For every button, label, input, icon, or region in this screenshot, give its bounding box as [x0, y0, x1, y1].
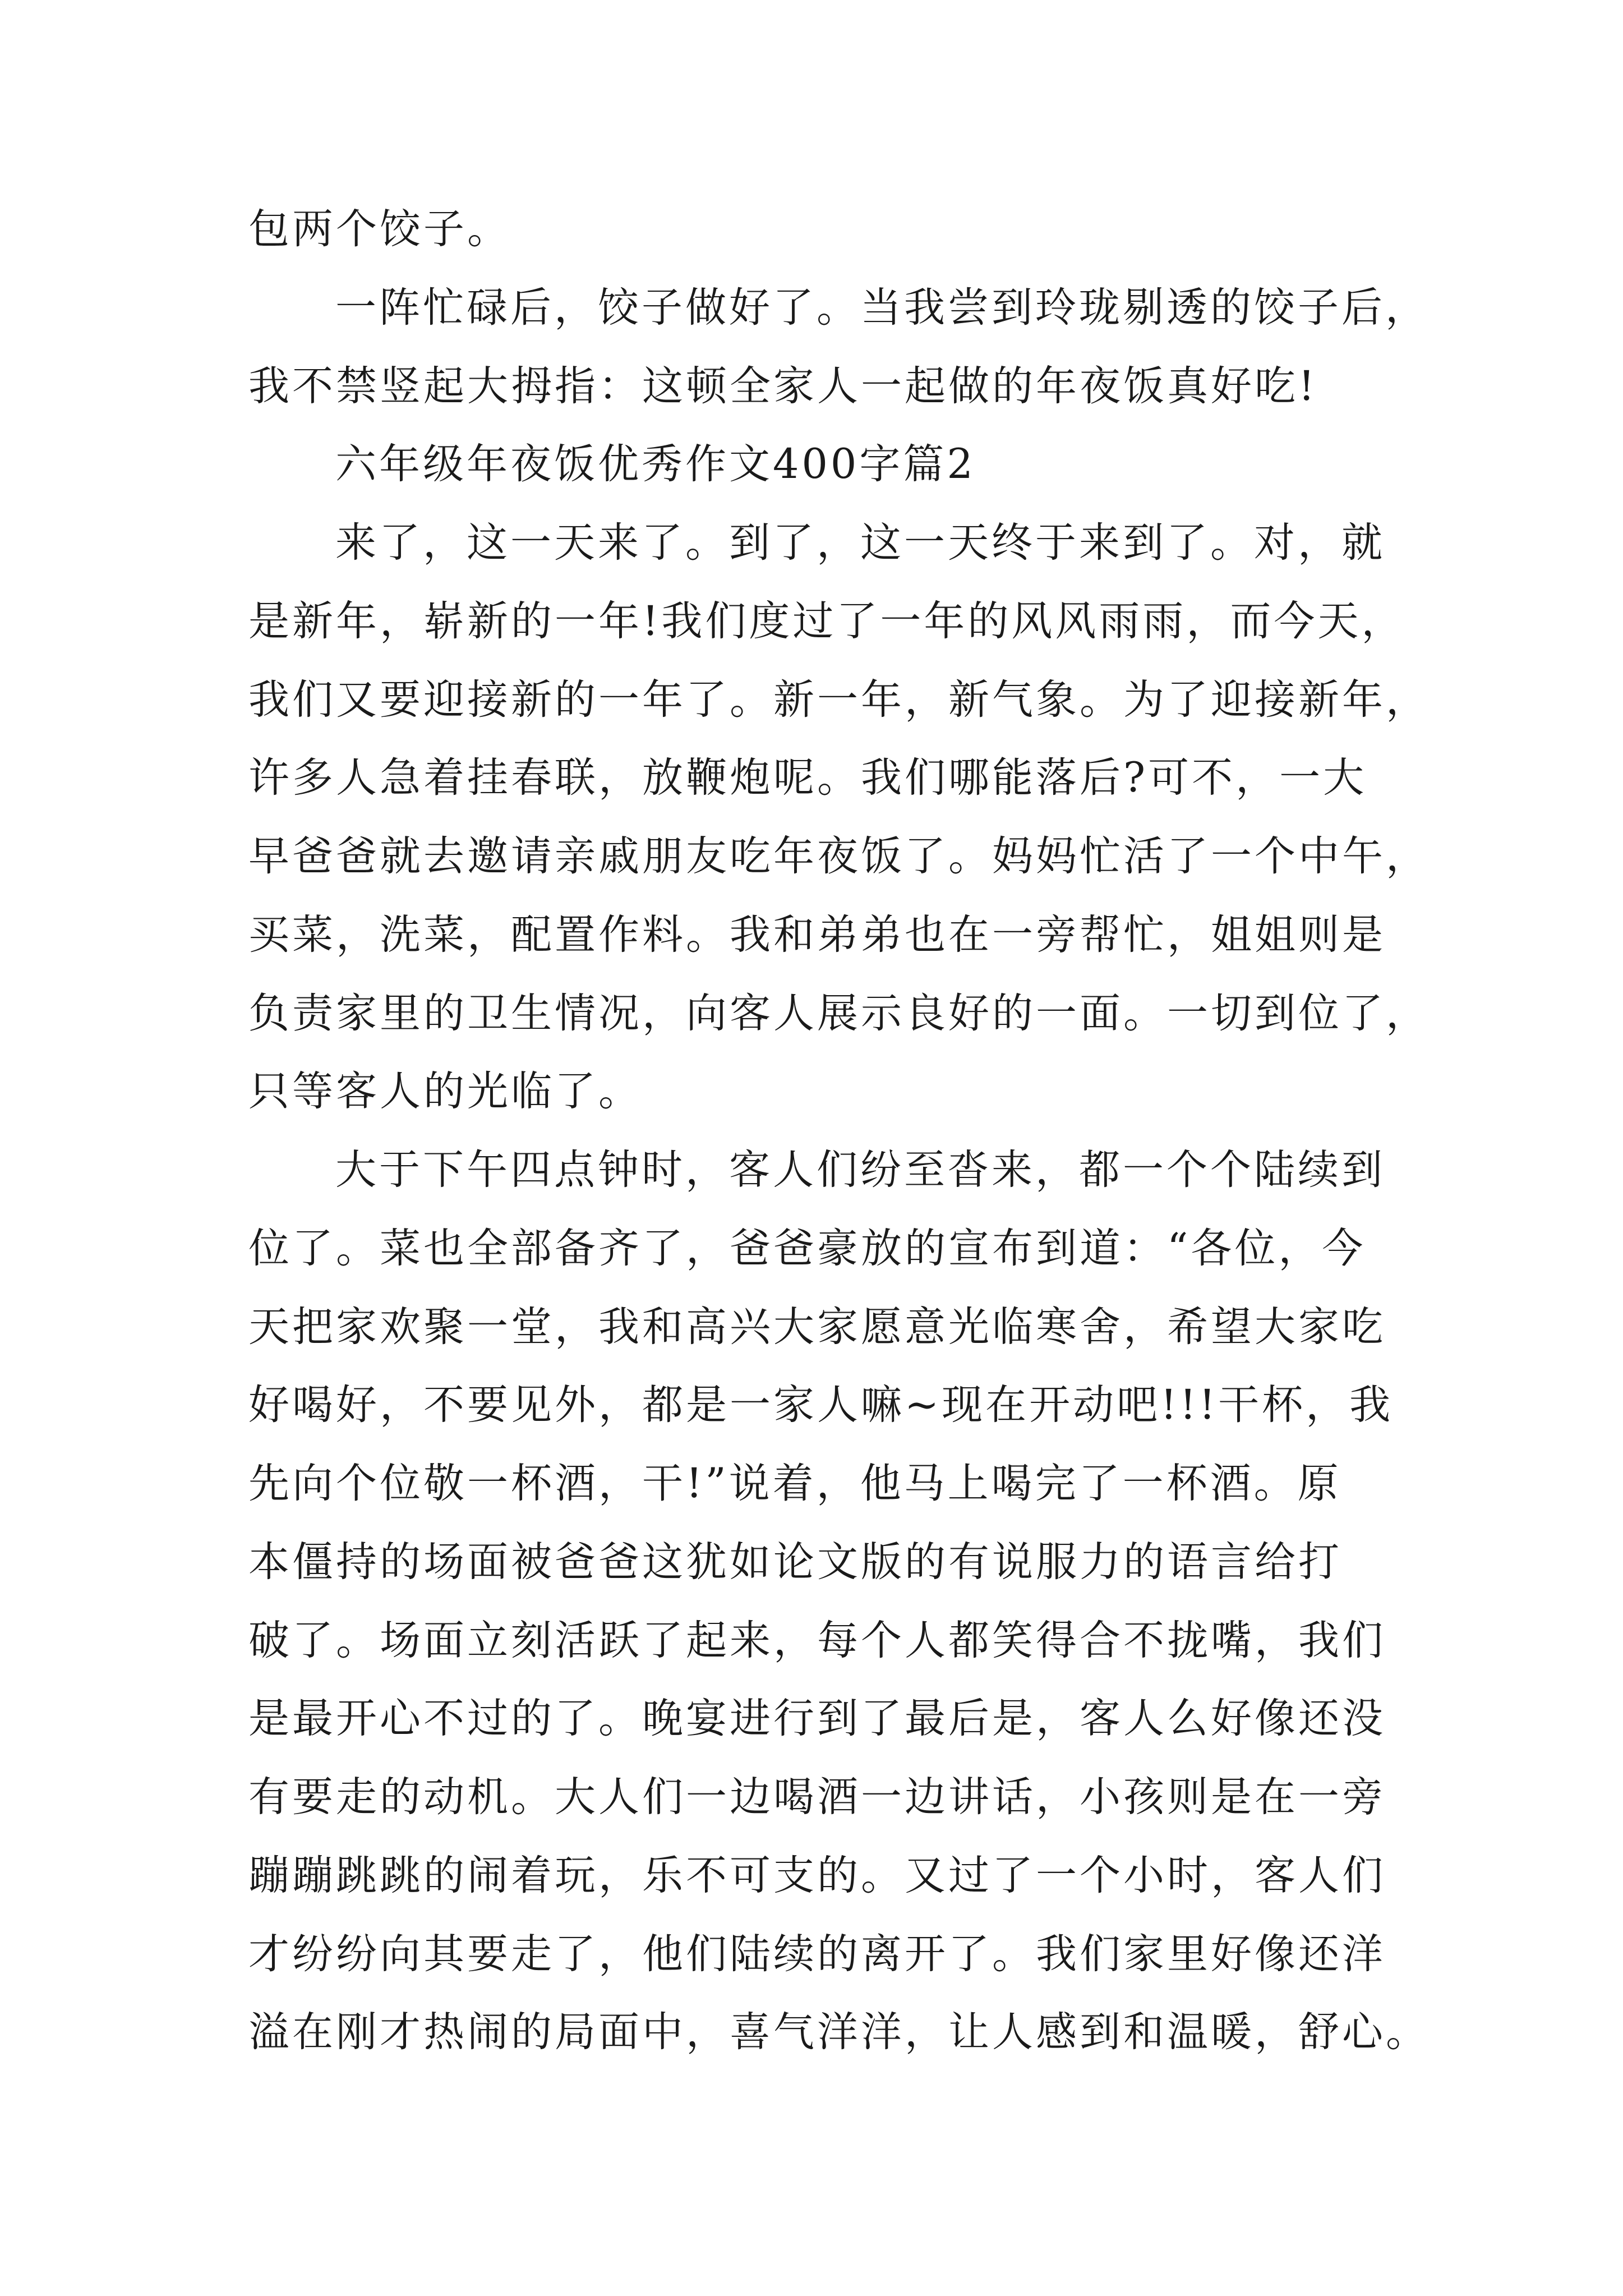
text-line: 天把家欢聚一堂，我和高兴大家愿意光临寒舍，希望大家吃	[248, 1303, 1386, 1351]
text-line: 才纷纷向其要走了，他们陆续的离开了。我们家里好像还洋	[248, 1930, 1386, 1978]
text-line: 只等客人的光临了。	[248, 1068, 642, 1115]
text-line: 买菜，洗菜，配置作料。我和弟弟也在一旁帮忙，姐姐则是	[248, 911, 1386, 959]
text-line: 好喝好，不要见外，都是一家人嘛~现在开动吧!!!干杯，我	[248, 1381, 1394, 1429]
text-line: 早爸爸就去邀请亲戚朋友吃年夜饭了。妈妈忙活了一个中午，	[248, 832, 1430, 880]
text-line: 先向个位敬一杯酒，干!”说着，他马上喝完了一杯酒。原	[248, 1460, 1341, 1507]
text-line: 位了。菜也全部备齐了，爸爸豪放的宣布到道：“各位，今	[248, 1225, 1366, 1272]
text-line: 许多人急着挂春联，放鞭炮呢。我们哪能落后?可不，一大	[248, 754, 1367, 802]
text-line: 来了，这一天来了。到了，这一天终于来到了。对，就	[335, 519, 1385, 567]
text-line: 我不禁竖起大拇指：这顿全家人一起做的年夜饭真好吃!	[248, 362, 1318, 410]
text-line: 一阵忙碌后，饺子做好了。当我尝到玲珑剔透的饺子后，	[335, 284, 1429, 332]
text-line: 包两个饺子。	[248, 205, 511, 253]
text-line: 是最开心不过的了。晚宴进行到了最后是，客人么好像还没	[248, 1695, 1386, 1742]
text-line: 是新年，崭新的一年!我们度过了一年的风风雨雨，而今天，	[248, 597, 1405, 645]
text-line: 本僵持的场面被爸爸这犹如论文版的有说服力的语言给打	[248, 1538, 1342, 1586]
text-line: 溢在刚才热闹的局面中，喜气洋洋，让人感到和温暖，舒心。	[248, 2008, 1430, 2056]
text-line: 负责家里的卫生情况，向客人展示良好的一面。一切到位了，	[248, 990, 1430, 1037]
text-line: 有要走的动机。大人们一边喝酒一边讲话，小孩则是在一旁	[248, 1773, 1386, 1821]
text-line: 我们又要迎接新的一年了。新一年，新气象。为了迎接新年，	[248, 676, 1430, 724]
text-line: 大于下午四点钟时，客人们纷至沓来，都一个个陆续到	[335, 1146, 1385, 1194]
section-heading: 六年级年夜饭优秀作文400字篇2	[335, 440, 976, 488]
text-line: 蹦蹦跳跳的闹着玩，乐不可支的。又过了一个小时，客人们	[248, 1852, 1386, 1899]
text-line: 破了。场面立刻活跃了起来，每个人都笑得合不拢嘴，我们	[248, 1617, 1386, 1664]
